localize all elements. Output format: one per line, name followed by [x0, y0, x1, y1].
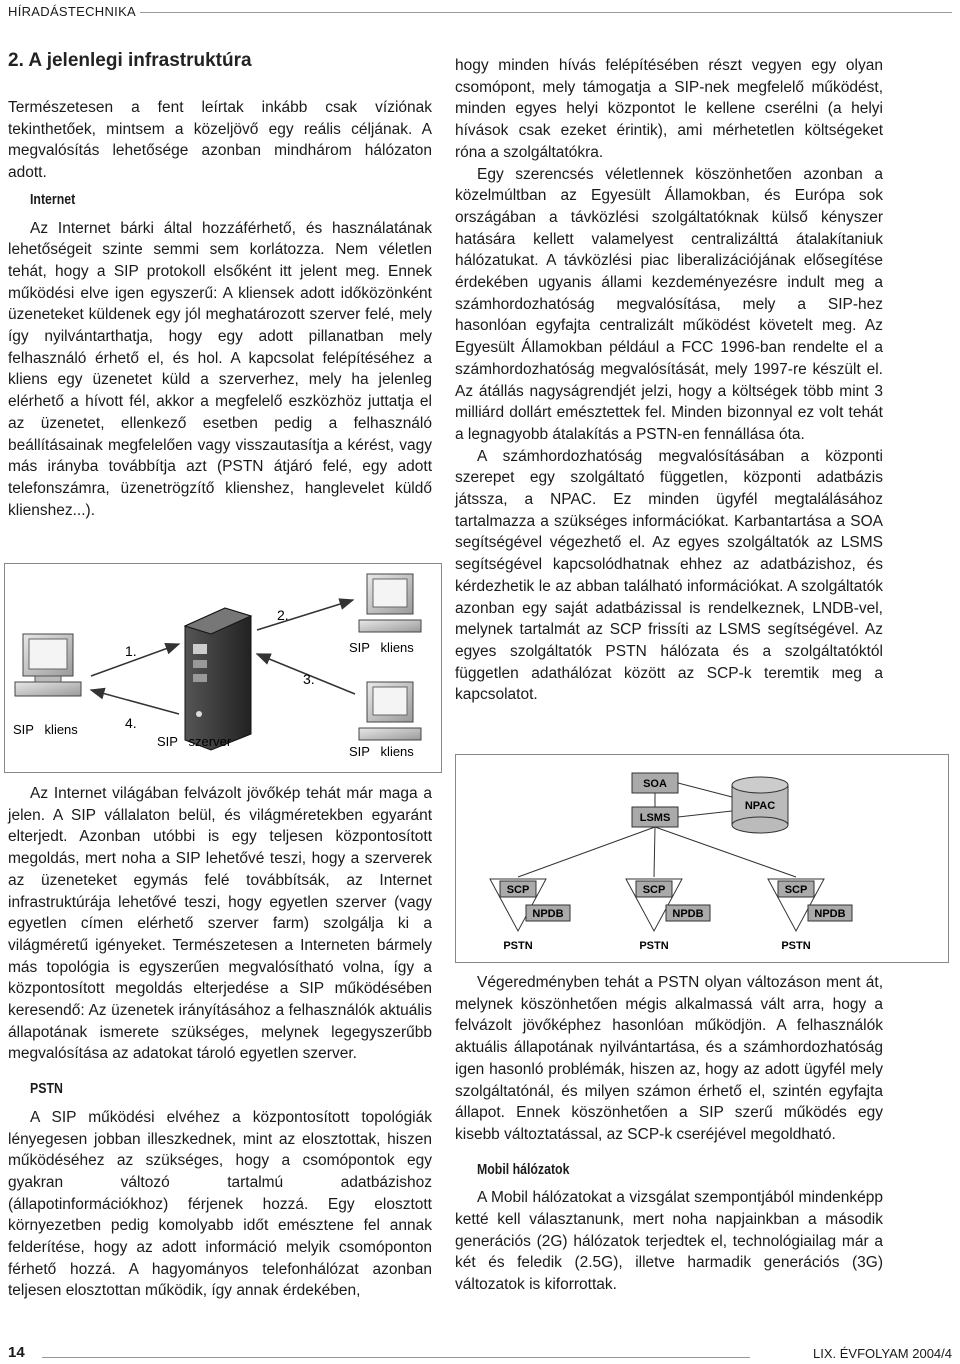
header-rule	[140, 12, 952, 13]
computer-left-icon	[15, 634, 81, 696]
page-number: 14	[8, 1344, 25, 1361]
server-icon	[185, 608, 251, 750]
svg-text:SCP: SCP	[506, 884, 530, 896]
svg-text:PSTN: PSTN	[781, 940, 811, 952]
arrow-2	[257, 600, 353, 630]
label-client-top: SIP kliens	[349, 640, 414, 655]
label-server: SIP szerver	[157, 734, 232, 749]
subheading-internet: Internet	[30, 191, 76, 208]
paragraph: A Mobil hálózatokat a vizsgálat szempontjából mindenképp ketté kell választanunk, mert noha napjainkban a második generációs (2G) hálózatok terjedtek el, technológiailag már a két és feledik (2.5G), illetve harmadik generációs (3G) változatok is kiforrottak.	[455, 1189, 883, 1294]
paragraph: A SIP működési elvéhez a központosított topológiák lényegesen jobban illeszkednek, mint az elosztottak, hiszen működéséhez az szükséges, hogy a csomópontok egy gyakran változó tartalmú adatbázishoz (állapotinformációkhoz) férjenek hozzá. Egy elosztott környezetben pedig komolyabb időt emésztene fel annak felderítése, hogy az adott információ melyik csomóponton férhető hozzá. A hagyományos telefonhálózat azonban teljesen elosztottan működik, így annak érdekében,	[8, 1108, 432, 1300]
label-client-bottom: SIP kliens	[349, 744, 414, 759]
computer-top-right-icon	[359, 574, 421, 632]
footer-rule	[42, 1357, 750, 1358]
paragraph: A számhordozhatóság megvalósításában a központi szerepet egy szolgáltató független, központi adatbázis játssza, a NPAC. Ez minden ügyfél megtalálásához tartalmazza a szükséges információkat. Karbantartása a SOA segítségével végezhető el. Az egyes szolgáltatók az LSMS segítségével kapcsolódhatnak ehhez az adatbázishoz, és kérdezhetik le az abban található információkat. A szolgáltatók azonban egy saját adatbázissal is rendelkeznek, LNDB-vel, melynek tartalmát az SCP frissíti az LSMS segítségével. Az egyes szolgáltatók PSTN hálózata és a szolgáltatóktól független adathálózat között az SCP-k teremtik meg a kapcsolatot.	[455, 447, 883, 704]
right-column-bottom	[455, 972, 883, 1296]
svg-text:SCP: SCP	[642, 884, 666, 896]
scp-group-3	[768, 879, 852, 952]
paragraph: hogy minden hívás felépítésében részt vegyen egy olyan csomópont, mely támogatja a SIP-nek megfelelő működést, minden egyes helyi központot le kellene cserélni (a helyi hívások csak ezeket érintik), ami mérhetetlen költségeket róna a szolgáltatókra.	[455, 57, 883, 161]
step-label-2: 2.	[277, 607, 289, 623]
paragraph: Végeredményben tehát a PSTN olyan változáson ment át, melynek köszönhetően mégis alkalmassá vált arra, hogy a felvázolt jövőképhez hasonlóan működjön. A felhasználók aktuális állapotának nyilvántartása, és a számhordozhatóság igen hasonló problémák, hiszen az, hogy az adott ügyfél mely szolgáltatónál, és milyen számon érhető el, szintén egyfajta állapot. Ennek köszönhetően a SIP szerű működés egy kisebb változtatással, az SCP-k cseréjével megoldható.	[455, 974, 883, 1143]
paragraph: Az Internet világában felvázolt jövőkép tehát már maga a jelen. A SIP vállalaton belül, és világméretekben egyaránt elterjedt. Azonban utóbbi is egy teljesen központosított megoldás, mert noha a SIP lehetővé teszi, hogy a szerverek az üzeneteket egymás felé továbbítsák, az Internet infrastruktúrája lehetővé teszi, hogy egyetlen szerver (vagy egyetlen címen elérhető szerver farm) szolgálja ki a világméretű igényeket. Természetesen a Interneten bármely más topológia is egyszerűen megvalósítható volna, így a központosított megoldás elterjedése a SIP működésében keresendő: Az üzenetek irányításához a felhasználók aktuális állapotának ismerete szükséges, melynek legegyszerűbb megvalósítása az adatokat tároló egyetlen szerver.	[8, 785, 432, 1063]
running-header: HÍRADÁSTECHNIKA	[8, 4, 137, 19]
paragraph: Természetesen a fent leírtak inkább csak víziónak tekinthetőek, mintsem a közeljövő egy reális céljának. A megvalósítás lehetősége azonban mindhárom hálózaton adott.	[8, 99, 432, 182]
soa-label: SOA	[643, 778, 667, 790]
arrow-4	[91, 690, 179, 714]
svg-text:SCP: SCP	[784, 884, 808, 896]
npac-diagram	[456, 755, 948, 962]
label-client-left: SIP kliens	[13, 722, 78, 737]
volume-label: LIX. ÉVFOLYAM 2004/4	[813, 1346, 952, 1361]
scp-group-1	[490, 879, 570, 952]
subheading-pstn: PSTN	[30, 1081, 63, 1098]
left-column-top	[8, 97, 432, 521]
svg-text:PSTN: PSTN	[503, 940, 533, 952]
computer-bottom-right-icon	[359, 682, 421, 740]
svg-text:NPDB: NPDB	[532, 908, 564, 920]
right-column-top	[455, 55, 883, 706]
step-label-1: 1.	[125, 643, 137, 659]
subheading-mobil: Mobil hálózatok	[477, 1161, 570, 1178]
figure-sip-network	[4, 563, 442, 773]
figure-number-portability	[455, 754, 949, 963]
left-column-bottom	[8, 783, 432, 1302]
sip-network-diagram	[5, 564, 441, 772]
step-label-3: 3.	[303, 671, 315, 687]
section-title: 2. A jelenlegi infrastruktúra	[8, 50, 252, 71]
svg-text:NPAC: NPAC	[744, 800, 776, 812]
paragraph: Egy szerencsés véletlennek köszönhetően azonban a közelmúltban az Egyesült Államokban, és Európa sok országában a távközlési szolgáltatóknak külső kényszer hatására kellett valamelyest centralizálttá átalakítaniuk hálózatukat. A távközlési piac liberalizációjának elősegítése érdekében ugyanis állami kezdeményezésre indult meg a számhordozhatóság megvalósítása, mely a SIP-hez hasonlóan egyfajta centralizált működést követelt meg. Az Egyesült Államokban például a FCC 1996-ban rendelte el a számhordozhatóság megvalósítását, mely 1997-re készült el. Az átállás nagyságrendjét jelzi, hogy a költségek több mint 3 milliárd dollárt emésztettek fel. Minden bizonnyal ez volt tehát a legnagyobb átalakítás a PSTN-en fennállása óta.	[455, 165, 883, 443]
lsms-label: LSMS	[639, 812, 671, 824]
paragraph: Az Internet bárki által hozzáférhető, és használatának lehetőségeit szinte semmi sem korlátozza. Nem véletlen tehát, hogy a SIP protokoll elsőként itt jelent meg. Ennek működési elve igen egyszerű: A kliensek adott időközönként üzeneteket küldenek egy jól meghatározott szerver felé, mely így nyilvántarthatja, hogy egy adott pillanatban mely felhasználó érhető el, és hol. A kapcsolat felépítéséhez a kliens egy üzenetet küld a szerverhez, mely ha jelenleg elérhető a hívott fél, akkor a megfelelő eszközhöz juttatja el az üzenetet, ellenkező esetben pedig a felhasználó beállításainak megfelelően vagy visszautasítja a kérést, vagy más irányba továbbítja azt (PSTN átjáró felé, egy adott telefonszámra, üzenetrögzítő klienshez, hanglevelet küldő klienshez...).	[8, 219, 432, 519]
npac-database-icon	[732, 777, 788, 833]
svg-text:PSTN: PSTN	[639, 940, 669, 952]
svg-text:NPDB: NPDB	[814, 908, 846, 920]
scp-group-2	[626, 879, 710, 952]
step-label-4: 4.	[125, 715, 137, 731]
svg-text:NPDB: NPDB	[672, 908, 704, 920]
